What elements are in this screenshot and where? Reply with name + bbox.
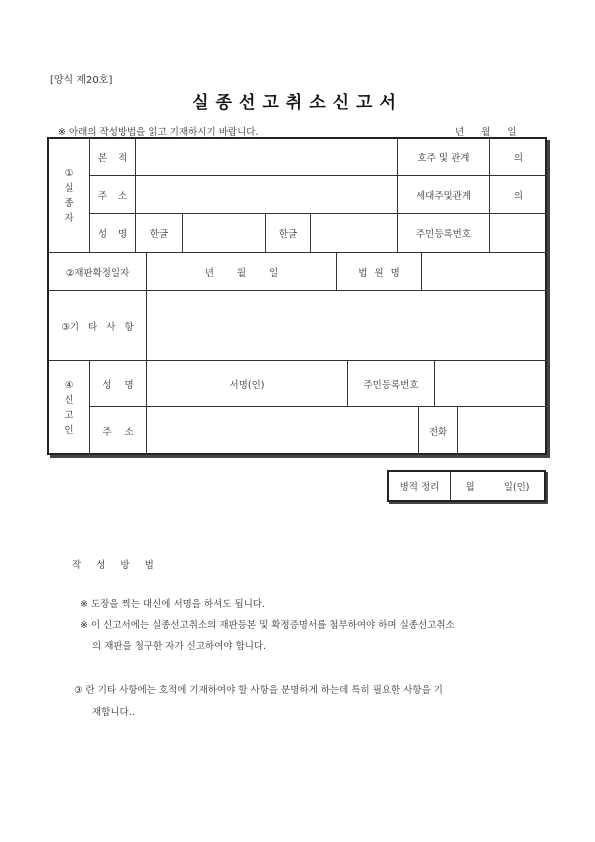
- reporter-rrn-label: 주민등록번호: [363, 379, 419, 391]
- missing-person-rrn-label: 주민등록번호: [415, 229, 472, 240]
- bonjeok-label: 본 적: [97, 153, 128, 164]
- instructions-title: 작 성 방 법: [72, 560, 160, 571]
- hanja-name-field[interactable]: [311, 214, 397, 252]
- sedaeju-field[interactable]: [490, 176, 547, 213]
- hoju-field[interactable]: [490, 139, 547, 175]
- hangeul-name-label: 한글: [149, 229, 169, 240]
- other-matters-label: ③기 타 사 항: [61, 321, 134, 333]
- hanja-name-label: 한글: [278, 229, 298, 240]
- instruction-notice: ※ 아래의 작성방법을 읽고 기재하시기 바랍니다.: [58, 127, 259, 138]
- missing-person-section-label: ① 실종자: [64, 167, 74, 224]
- hoju-suffix: 의: [513, 153, 524, 164]
- bonjeok-field[interactable]: [136, 139, 397, 175]
- reporter-address-label: 주 소: [102, 427, 134, 438]
- sedaeju-suffix: 의: [513, 190, 524, 202]
- military-record-label: 병적 정리: [399, 482, 440, 493]
- reporter-signature-field[interactable]: [147, 361, 347, 406]
- hangeul-name-field[interactable]: [183, 214, 265, 252]
- reporter-phone-label: 전화: [428, 427, 448, 438]
- instruction-note-2: ※ 이 신고서에는 실종선고취소의 재판등본 및 확정증명서를 첨부하여야 하며 실종선고취소: [80, 620, 455, 631]
- court-name-label: 법 원 명: [358, 267, 400, 279]
- juso-label: 주 소: [97, 190, 128, 202]
- reporter-name-label: 성 명: [102, 379, 134, 391]
- reporter-rrn-field[interactable]: [435, 361, 547, 406]
- other-matters-field[interactable]: [147, 291, 547, 360]
- judgment-date-label: ②재판확정일자: [65, 267, 130, 279]
- instruction-note-2-cont: 의 재판을 청구한 자가 신고하여야 합니다.: [92, 641, 267, 652]
- report-date: 년 월 일: [455, 127, 517, 138]
- court-name-field[interactable]: [422, 253, 547, 290]
- page-title: 실종선고취소신고서: [192, 93, 403, 113]
- seongmyeong-label: 성 명: [97, 229, 128, 240]
- reporter-section-label: ④ 신고인: [64, 380, 74, 436]
- juso-field[interactable]: [136, 176, 397, 213]
- report-form-table: [47, 137, 547, 455]
- military-record-field[interactable]: 월 일(인): [465, 482, 530, 493]
- sedaeju-label: 세대주및관계: [415, 190, 472, 202]
- instruction-note-1: ※ 도장을 찍는 대신에 서명을 하셔도 됩니다.: [80, 599, 266, 610]
- military-record-box: [387, 470, 546, 502]
- instruction-note-3: ③ 란 기타 사항에는 호적에 기재하여야 할 사항을 분명하게 하는데 특히 필요한 사항을 기: [74, 685, 443, 696]
- form-number: [양식 제20호]: [50, 75, 113, 86]
- reporter-address-field[interactable]: [147, 407, 418, 455]
- missing-person-rrn-field[interactable]: [490, 214, 547, 252]
- instruction-note-3-cont: 재합니다..: [92, 707, 135, 718]
- hoju-label: 호주 및 관계: [417, 153, 470, 164]
- reporter-phone-field[interactable]: [458, 407, 547, 455]
- judgment-date-field[interactable]: 년 월 일: [204, 267, 279, 279]
- signature-label: 서명(인): [229, 379, 265, 391]
